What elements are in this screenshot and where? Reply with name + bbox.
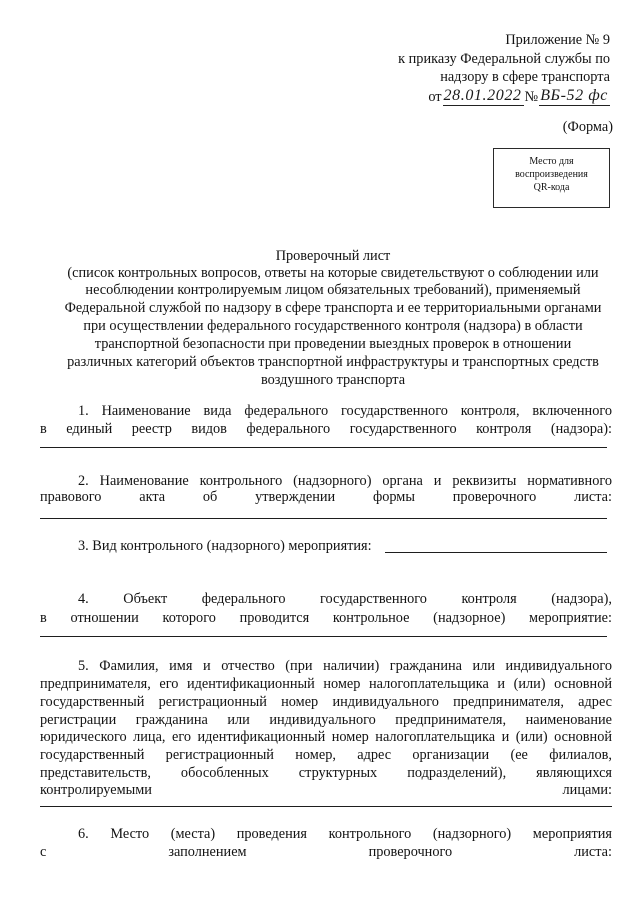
qr-placeholder-text-line: QR-кода	[533, 182, 570, 193]
qr-placeholder-text-line: воспроизведения	[515, 169, 588, 180]
section-2-answer-line	[40, 518, 607, 519]
checklist-subtitle-line: (список контрольных вопросов, ответы на которые свидетельствуют о соблюдении или	[67, 265, 599, 281]
section-3-text-line: 3. Вид контрольного (надзорного) мероприятия:	[78, 538, 372, 554]
section-5-text-line: юридического лица, его идентификационный номер налогоплательщика и (или) основной	[40, 729, 612, 745]
section-5-text-line: контролируемыми лицами:	[40, 782, 612, 798]
qr-code-placeholder-box	[493, 148, 610, 208]
section-5-text-line: представительств, обособленных структурных подразделений), являющихся	[40, 765, 612, 781]
order-reference-line: надзору в сфере транспорта	[440, 69, 610, 85]
checklist-subtitle-line: воздушного транспорта	[260, 372, 406, 388]
order-reference-line: к приказу Федеральной службы по	[398, 51, 610, 67]
section-3-answer-line	[385, 552, 607, 553]
section-5-text-line: государственный регистрационный номер, адрес организации (ее филиалов,	[40, 747, 612, 763]
form-label: (Форма)	[562, 119, 613, 135]
section-1-text-line: в единый реестр видов федерального государственного контроля (надзора):	[40, 421, 612, 437]
appendix-number: Приложение № 9	[505, 32, 610, 48]
date-prefix: от	[428, 89, 442, 105]
section-2-text-line: правового акта об утверждении формы проверочного листа:	[40, 489, 612, 505]
section-5-answer-line	[40, 806, 612, 807]
checklist-subtitle-line: Федеральной службой по надзору в сфере транспорта и ее территориальными органами	[64, 300, 602, 316]
section-6-text-line: 6. Место (места) проведения контрольного (надзорного) мероприятия	[78, 826, 612, 842]
section-6-text-line: с заполнением проверочного листа:	[40, 844, 612, 860]
section-1-text-line: 1. Наименование вида федерального государственного контроля, включенного	[78, 403, 612, 419]
number-prefix: №	[524, 89, 539, 105]
section-5-text-line: государственный регистрационный номер индивидуального предпринимателя, адрес	[40, 694, 612, 710]
section-1-answer-line	[40, 447, 607, 448]
section-4-text-line: в отношении которого проводится контрольное (надзорное) мероприятие:	[40, 610, 612, 626]
section-4-text-line: 4. Объект федерального государственного контроля (надзора),	[78, 591, 612, 607]
section-5-text-line: предпринимателя, его идентификационный номер налогоплательщика и (или) основной	[40, 676, 612, 692]
section-5-text-line: 5. Фамилия, имя и отчество (при наличии) гражданина или индивидуального	[78, 658, 612, 674]
checklist-subtitle-line: различных категорий объектов транспортной инфраструктуры и транспортных средств	[67, 354, 599, 370]
checklist-subtitle-line: несоблюдении контролируемым лицом обязательных требований), применяемый	[85, 282, 581, 298]
qr-placeholder-text-line: Место для	[529, 156, 574, 167]
order-date-number-line	[428, 84, 610, 106]
handwritten-order-number: ВБ-52 фс	[540, 87, 608, 104]
section-5-text-line: регистрации гражданина или индивидуального предпринимателя, наименование	[40, 712, 612, 728]
checklist-subtitle-line: при осуществлении федерального государственного контроля (надзора) в области	[83, 318, 583, 334]
checklist-subtitle-line: транспортной безопасности при проведении выездных проверок в отношении	[94, 336, 572, 352]
section-2-text-line: 2. Наименование контрольного (надзорного) органа и реквизиты нормативного	[78, 473, 612, 489]
section-4-answer-line	[40, 636, 607, 637]
handwritten-date: 28.01.2022	[443, 87, 522, 104]
checklist-title: Проверочный лист	[275, 248, 391, 264]
